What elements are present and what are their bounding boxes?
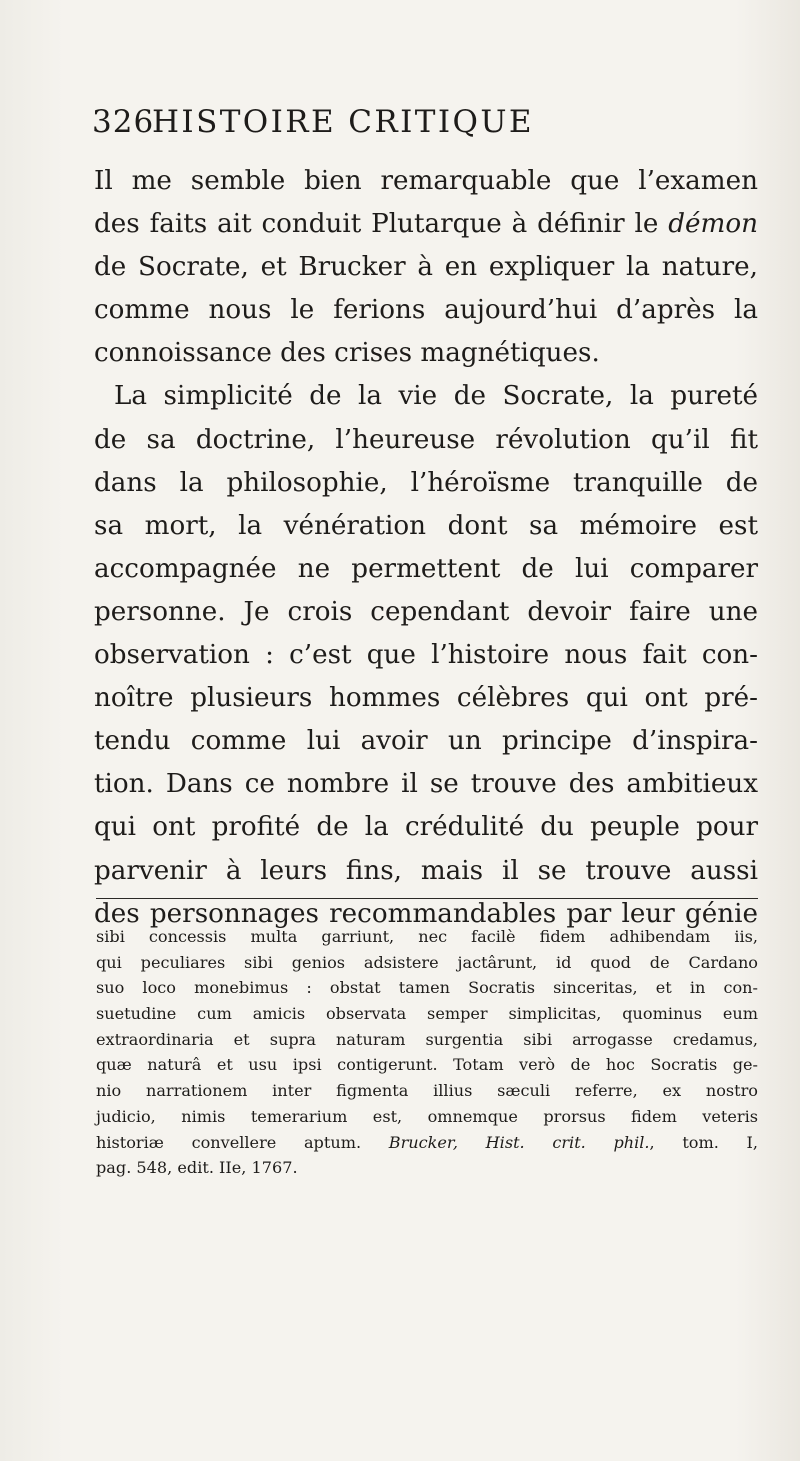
body-line: sa mort, la vénération dont sa mémoire est xyxy=(94,510,758,541)
footnote-line: suo loco monebimus : obstat tamen Socratis sinceritas, et in con- xyxy=(96,978,758,998)
footnote-line: extraordinaria et supra naturam surgentia sibi arrogasse credamus, xyxy=(96,1029,758,1049)
body-line: des faits ait conduit Plutarque à définir le démon xyxy=(94,209,758,240)
italic-word: démon xyxy=(668,209,758,240)
body-line: comme nous le ferions aujourd’hui d’après la xyxy=(94,295,758,326)
body-line: parvenir à leurs fins, mais il se trouve aussi xyxy=(94,855,758,886)
footnote-line: suetudine cum amicis observata semper simplicitas, quominus eum xyxy=(96,1004,758,1024)
footnote-line: judicio, nimis temerarium est, omnemque prorsus fidem veteris xyxy=(96,1106,758,1126)
body-line: observation : c’est que l’histoire nous fait con- xyxy=(94,640,758,671)
body-line: dans la philosophie, l’héroïsme tranquille de xyxy=(94,467,758,498)
footnote-line: quæ naturâ et usu ipsi contigerunt. Totam verò de hoc Socratis ge- xyxy=(96,1055,758,1075)
footnote-line: sibi concessis multa garriunt, nec facilè fidem adhibendam iis, xyxy=(96,927,758,946)
footnote-line: pag. 548, edit. IIe, 1767. xyxy=(96,1158,298,1178)
body-line: tion. Dans ce nombre il se trouve des ambitieux xyxy=(94,769,758,800)
body-text xyxy=(94,160,758,936)
footnote-line: qui peculiares sibi genios adsistere jactârunt, id quod de Cardano xyxy=(96,952,758,972)
body-line: qui ont profité de la crédulité du peuple pour xyxy=(94,812,758,843)
body-line: tendu comme lui avoir un principe d’inspira- xyxy=(94,726,758,757)
citation-italic: Brucker, Hist. crit. phil. xyxy=(388,1132,650,1152)
page-header xyxy=(92,104,692,154)
running-head: HISTOIRE CRITIQUE xyxy=(152,104,534,140)
page-number: 326 xyxy=(92,104,155,140)
body-line: connoissance des crises magnétiques. xyxy=(94,338,600,369)
body-line: accompagnée ne permettent de lui comparer xyxy=(94,553,758,584)
body-line: Il me semble bien remarquable que l’examen xyxy=(94,166,758,196)
body-line: des personnages recommandables par leur génie xyxy=(94,898,758,929)
body-line: de sa doctrine, l’heureuse révolution qu’il fit xyxy=(94,424,758,455)
body-line: noître plusieurs hommes célèbres qui ont pré- xyxy=(94,683,758,714)
body-line: de Socrate, et Brucker à en expliquer la nature, xyxy=(94,252,758,283)
footnote-rule xyxy=(96,898,758,899)
body-line: La simplicité de la vie de Socrate, la pureté xyxy=(114,381,758,412)
footnote-line: historiæ convellere aptum. Brucker, Hist. crit. phil., tom. I, xyxy=(96,1132,758,1152)
body-line: personne. Je crois cependant devoir faire une xyxy=(94,596,758,627)
footnote-line: nio narrationem inter figmenta illius sæculi referre, ex nostro xyxy=(96,1081,758,1101)
footnote xyxy=(96,924,758,1181)
